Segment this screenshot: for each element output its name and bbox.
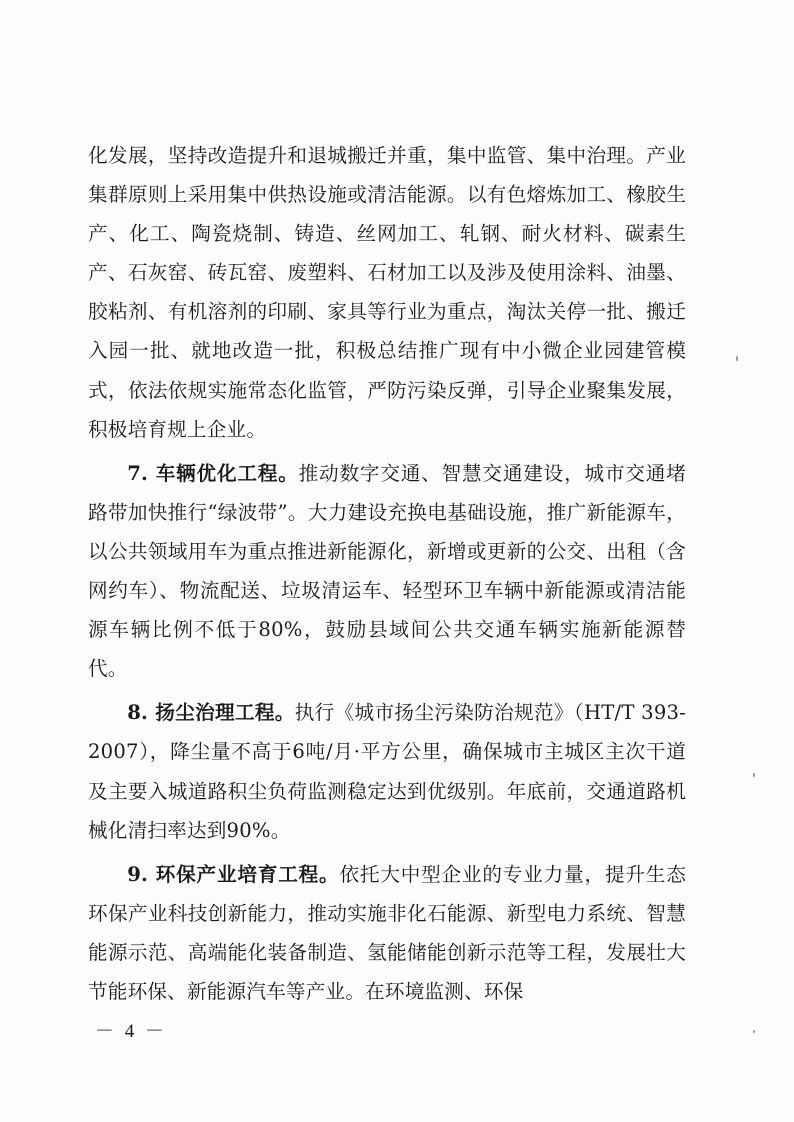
- section-heading-8: 8. 扬尘治理工程。: [127, 701, 295, 725]
- page-number: － 4 －: [95, 1021, 168, 1042]
- section-heading-9: 9. 环保产业培育工程。: [127, 862, 340, 886]
- scan-speck: [736, 356, 738, 361]
- paragraph-environmental-industry: [88, 855, 686, 1011]
- section-heading-7: 7. 车辆优化工程。: [127, 461, 299, 485]
- scan-speck: [753, 773, 755, 777]
- paragraph-continued: [88, 136, 686, 449]
- paragraph-dust-control: [88, 693, 686, 849]
- paragraph-text: 化发展，坚持改造提升和退城搬迁并重，集中监管、集中治理。产业集群原则上采用集中供热设施或清洁能源。以有色熔炼加工、橡胶生产、化工、陶瓷烧制、铸造、丝网加工、轧钢、耐火材料、碳素生产、石灰窑、砖瓦窑、废塑料、石材加工以及涉及使用涂料、油墨、胶粘剂、有机溶剂的印刷、家具等行业为重点，淘汰关停一批、搬迁入园一批、就地改造一批，积极总结推广现有中小微企业园建管模式，依法依规实施常态化监管，严防污染反弹，引导企业聚集发展，积极培育规上企业。: [88, 144, 686, 441]
- paragraph-text: 推动数字交通、智慧交通建设，城市交通堵路带加快推行“绿波带”。大力建设充换电基础设施，推广新能源车，以公共领域用车为重点推进新能源化，新增或更新的公交、出租（含网约车）、物流配送、垃圾清运车、轻型环卫车辆中新能源或清洁能源车辆比例不低于80%，鼓励县域间公共交通车辆实施新能源替代。: [88, 461, 686, 681]
- paragraph-text: 依托大中型企业的专业力量，提升生态环保产业科技创新能力，推动实施非化石能源、新型电力系统、智慧能源示范、高端能化装备制造、氢能储能创新示范等工程，发展壮大节能环保、新能源汽车等产业。在环境监测、环保: [88, 862, 686, 1003]
- paragraph-text: 执行《城市扬尘污染防治规范》（HT/T 393-2007），降尘量不高于6吨/月·平方公里，确保城市主城区主次干道及主要入城道路积尘负荷监测稳定达到优级别。年底前，交通道路机械化清扫率达到90%。: [88, 701, 686, 842]
- body-text: [88, 136, 686, 1011]
- paragraph-vehicle-optimization: [88, 454, 686, 689]
- scan-speck: [753, 1030, 755, 1033]
